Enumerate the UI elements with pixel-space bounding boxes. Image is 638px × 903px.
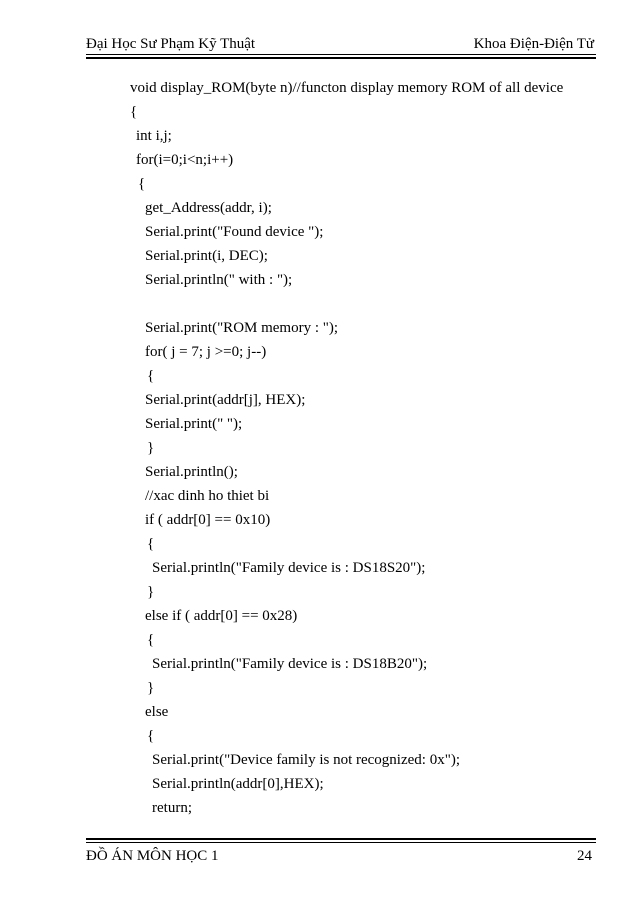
code-line: } bbox=[147, 584, 155, 600]
code-line: { bbox=[138, 176, 146, 192]
header-divider bbox=[86, 54, 596, 55]
code-line: } bbox=[147, 440, 155, 456]
code-line: Serial.print(i, DEC); bbox=[145, 248, 268, 264]
footer-course-title: ĐỒ ÁN MÔN HỌC 1 bbox=[86, 848, 219, 864]
code-line: Serial.print(addr[j], HEX); bbox=[145, 392, 306, 408]
code-line: else bbox=[145, 704, 169, 720]
code-line: Serial.println(); bbox=[145, 464, 238, 480]
code-line: { bbox=[147, 536, 155, 552]
code-line: { bbox=[147, 728, 155, 744]
footer-divider bbox=[86, 842, 596, 843]
code-line: Serial.println("Family device is : DS18B20"); bbox=[152, 656, 428, 672]
code-line: Serial.println(addr[0],HEX); bbox=[152, 776, 324, 792]
code-line: } bbox=[147, 680, 155, 696]
page-number: 24 bbox=[577, 848, 592, 864]
code-line: { bbox=[147, 632, 155, 648]
code-line: return; bbox=[152, 800, 192, 816]
code-line: get_Address(addr, i); bbox=[145, 200, 272, 216]
code-line: Serial.print("Found device "); bbox=[145, 224, 324, 240]
code-line: Serial.println("Family device is : DS18S20"); bbox=[152, 560, 426, 576]
header-faculty: Khoa Điện-Điện Tử bbox=[473, 36, 594, 52]
code-line: if ( addr[0] == 0x10) bbox=[145, 512, 271, 528]
code-line: //xac dinh ho thiet bi bbox=[145, 488, 270, 504]
code-line: { bbox=[130, 104, 138, 120]
code-line: void display_ROM(byte n)//functon display memory ROM of all device bbox=[130, 80, 564, 96]
code-line: int i,j; bbox=[136, 128, 172, 144]
code-line: Serial.print(" "); bbox=[145, 416, 243, 432]
header-university: Đại Học Sư Phạm Kỹ Thuật bbox=[86, 36, 256, 52]
code-line: Serial.println(" with : "); bbox=[145, 272, 293, 288]
footer-divider-thick bbox=[86, 838, 596, 840]
code-line: else if ( addr[0] == 0x28) bbox=[145, 608, 298, 624]
code-line: { bbox=[147, 368, 155, 384]
code-line: for( j = 7; j >=0; j--) bbox=[145, 344, 267, 360]
code-line: Serial.print("ROM memory : "); bbox=[145, 320, 339, 336]
header-divider-thick bbox=[86, 57, 596, 59]
code-line: for(i=0;i<n;i++) bbox=[136, 152, 234, 168]
code-line: Serial.print("Device family is not recognized: 0x"); bbox=[152, 752, 460, 768]
page-header bbox=[86, 28, 594, 52]
